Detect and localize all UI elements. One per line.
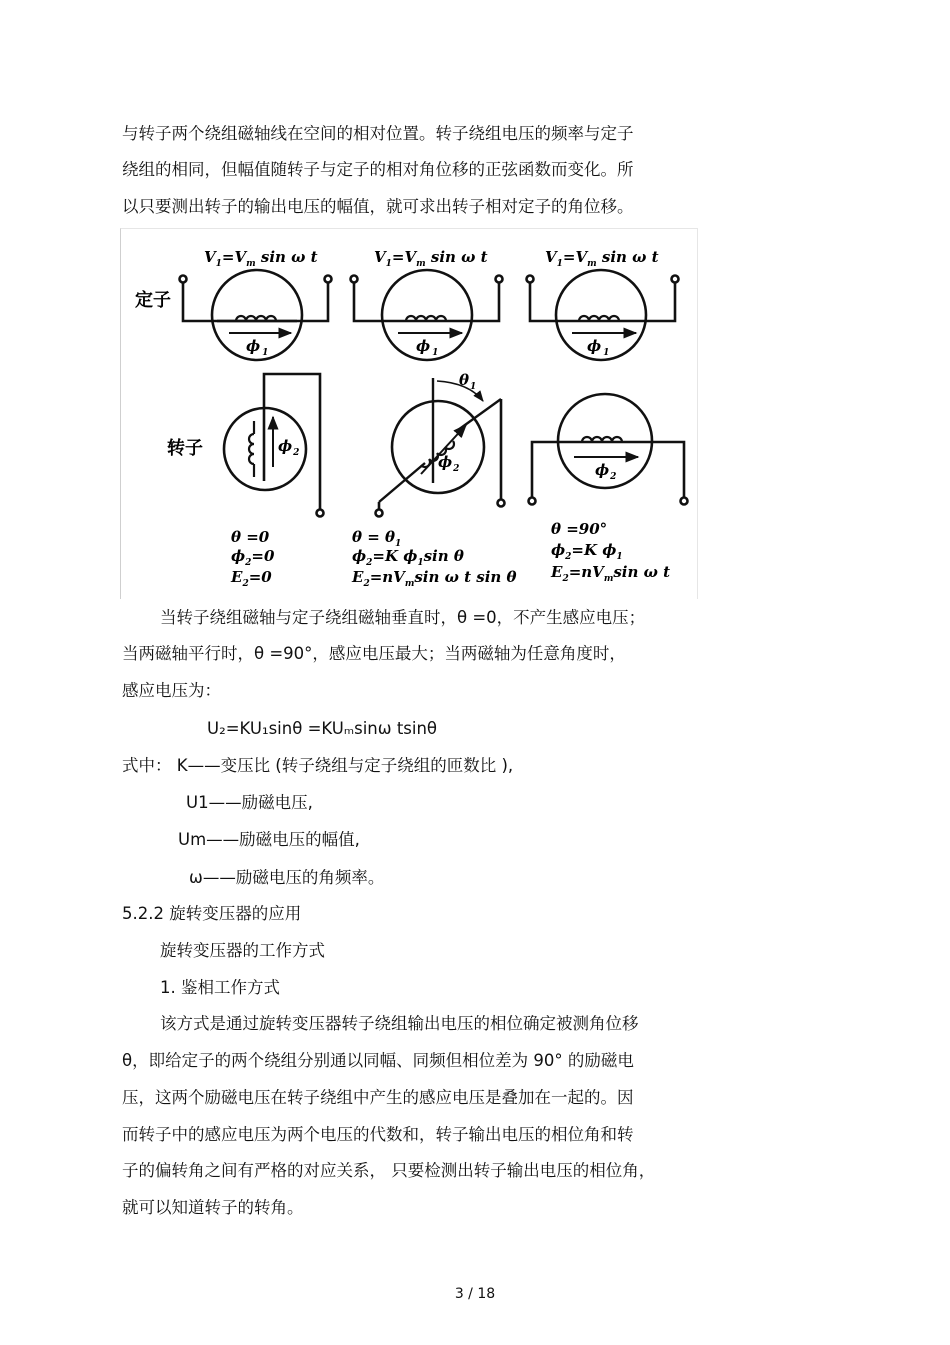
- phi1-label-2: ϕ $_1$: [416, 337, 439, 358]
- paragraph-line: 当两磁轴平行时，θ =90°，感应电压最大；当两磁轴为任意角度时，: [122, 644, 626, 663]
- definition-line: 式中： K——变压比 (转子绕组与定子绕组的匝数比 ),: [122, 756, 514, 775]
- formula-line: U₂=KU₁sinθ =KUₘsinω tsinθ: [207, 719, 438, 738]
- svg-text:E2=0: $E_2=0$: [231, 568, 272, 589]
- paragraph-line: 当转子绕组磁轴与定子绕组磁轴垂直时，θ =0，不产生感应电压；: [160, 608, 646, 627]
- resolver-diagram: [120, 228, 698, 599]
- paragraph-line: 以只要测出转子的输出电压的幅值，就可求出转子相对定子的角位移。: [122, 197, 634, 216]
- phi2-label-1: $\phi_2$: [278, 437, 300, 458]
- svg-text:θ =90°: θ =90°: [551, 520, 608, 538]
- definition-line: Um——励磁电压的幅值,: [178, 830, 360, 849]
- rotor-label: 转子: [167, 438, 203, 459]
- paragraph-line: 该方式是通过旋转变压器转子绕组输出电压的相位确定被测角位移: [160, 1014, 639, 1033]
- svg-text:ϕ2=K ϕ1sin θ: $\phi_2=K$ $\phi_1\sin$ θ: [352, 547, 464, 568]
- paragraph-line: 感应电压为：: [122, 681, 221, 700]
- rotor-winding-1: [224, 374, 324, 517]
- paragraph-line: 就可以知道转子的转角。: [122, 1198, 304, 1217]
- phi2-label-2: $\phi_2$: [438, 453, 460, 474]
- resolver-diagram-svg: [121, 229, 697, 599]
- definition-line: U1——励磁电压,: [186, 793, 313, 812]
- subheading: 旋转变压器的工作方式: [160, 941, 325, 960]
- svg-text:E2=nVmsin ω t: $E_2=nV_m\sin$ ω t: [551, 563, 671, 584]
- svg-text:θ = θ1: $\theta = \theta_1$: [352, 528, 402, 549]
- stator-winding-3: [527, 270, 679, 360]
- stator-equation-1: $V_1=V_m$ sin ω t: [204, 248, 318, 269]
- phi1-label-1: ϕ $_1$: [246, 337, 269, 358]
- phi1-label-3: ϕ $_1$: [587, 337, 610, 358]
- paragraph-line: 压，这两个励磁电压在转子绕组中产生的感应电压是叠加在一起的。因: [122, 1088, 634, 1107]
- stator-label: 定子: [135, 290, 171, 311]
- stator-equation-3: $V_1=V_m$ sin ω t: [545, 248, 659, 269]
- svg-text:ϕ2=K ϕ1: $\phi_2=K$ $\phi_1$: [551, 541, 623, 562]
- theta1-label: $\theta_1$: [459, 371, 477, 392]
- section-heading: 5.2.2 旋转变压器的应用: [122, 904, 302, 923]
- svg-text:ϕ2=0: $\phi_2=0$: [231, 547, 275, 568]
- paragraph-line: 绕组的相同，但幅值随转子与定子的相对角位移的正弦函数而变化。所: [122, 160, 634, 179]
- subheading: 1. 鉴相工作方式: [160, 978, 280, 997]
- definition-line: ω——励磁电压的角频率。: [189, 868, 385, 887]
- paragraph-line: 与转子两个绕组磁轴线在空间的相对位置。转子绕组电压的频率与定子: [122, 124, 634, 143]
- stator-equation-2: $V_1=V_m$ sin ω t: [374, 248, 488, 269]
- phi2-label-3: $\phi_2$: [595, 461, 617, 482]
- svg-text:E2=nVmsin ω t sin θ: $E_2=nV_m\sin$ ω t sin θ: [352, 568, 517, 589]
- paragraph-line: 而转子中的感应电压为两个电压的代数和，转子输出电压的相位角和转: [122, 1125, 634, 1144]
- conditions-3: [550, 520, 670, 584]
- paragraph-line: 子的偏转角之间有严格的对应关系， 只要检测出转子输出电压的相位角，: [122, 1161, 656, 1180]
- rotor-winding-3: [529, 394, 688, 505]
- conditions-2: [351, 528, 517, 589]
- svg-text:θ =0: θ =0: [231, 528, 270, 546]
- page-number: 3 / 18: [454, 1286, 496, 1302]
- conditions-1: [230, 528, 275, 589]
- paragraph-line: θ，即给定子的两个绕组分别通以同幅、同频但相位差为 90° 的励磁电: [122, 1051, 634, 1070]
- rotor-winding-2: [376, 378, 505, 517]
